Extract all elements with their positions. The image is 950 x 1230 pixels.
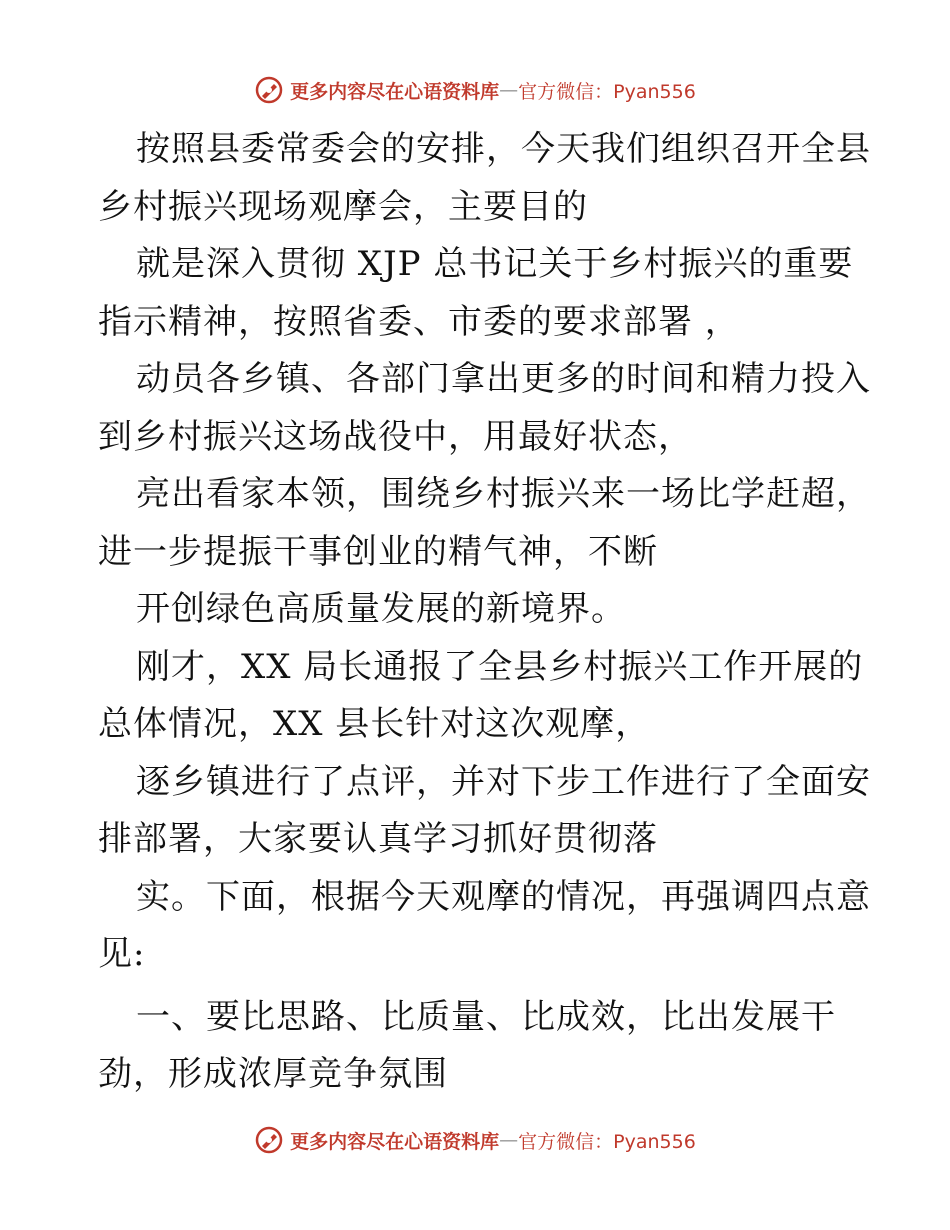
body-line: 实。下面，根据今天观摩的情况，再强调四点意 [136,876,871,917]
body-line: 按照县委常委会的安排，今天我们组织召开全县 [136,129,871,169]
body-line: 就是深入贯彻 XJP 总书记关于乡村振兴的重要 [136,244,854,284]
body-line: 逐乡镇进行了点评，并对下步工作进行了全面安 [136,761,871,802]
section-heading-line: 一、要比思路、比质量、比成效，比出发展干 [136,996,836,1037]
body-line: 到乡村振兴这场战役中，用最好状态， [98,416,693,457]
body-line: 见: [98,934,146,974]
document-body [98,121,871,1104]
watermark-dash: — [499,1129,519,1151]
body-line: 乡村振兴现场观摩会，主要目的 [98,186,588,227]
watermark-main-text: 更多内容尽在心语资料库 [290,1130,500,1153]
footer-watermark [0,1120,950,1160]
body-line: 排部署，大家要认真学习抓好贯彻落 [98,819,658,859]
watermark-dash: — [499,79,519,101]
pen-logo-icon [254,1125,284,1155]
body-line: 总体情况，XX 县长针对这次观摩， [98,704,651,744]
header-watermark [0,70,950,110]
body-line: 亮出看家本领，围绕乡村振兴来一场比学赶超， [136,474,871,514]
body-line: 开创绿色高质量发展的新境界。 [136,589,626,629]
body-line: 动员各乡镇、各部门拿出更多的时间和精力投入 [136,359,871,399]
body-line: 进一步提振干事创业的精气神，不断 [98,531,658,572]
pen-logo-icon [254,75,284,105]
section-heading-line: 劲，形成浓厚竞争氛围 [98,1054,448,1094]
body-line: 指示精神，按照省委、市委的要求部署 ， [98,301,740,342]
watermark-contact-text: 官方微信：Pyan556 [518,80,696,103]
watermark-contact-text: 官方微信：Pyan556 [518,1130,696,1153]
watermark-main-text: 更多内容尽在心语资料库 [290,80,500,103]
body-line: 刚才，XX 局长通报了全县乡村振兴工作开展的 [136,646,864,687]
